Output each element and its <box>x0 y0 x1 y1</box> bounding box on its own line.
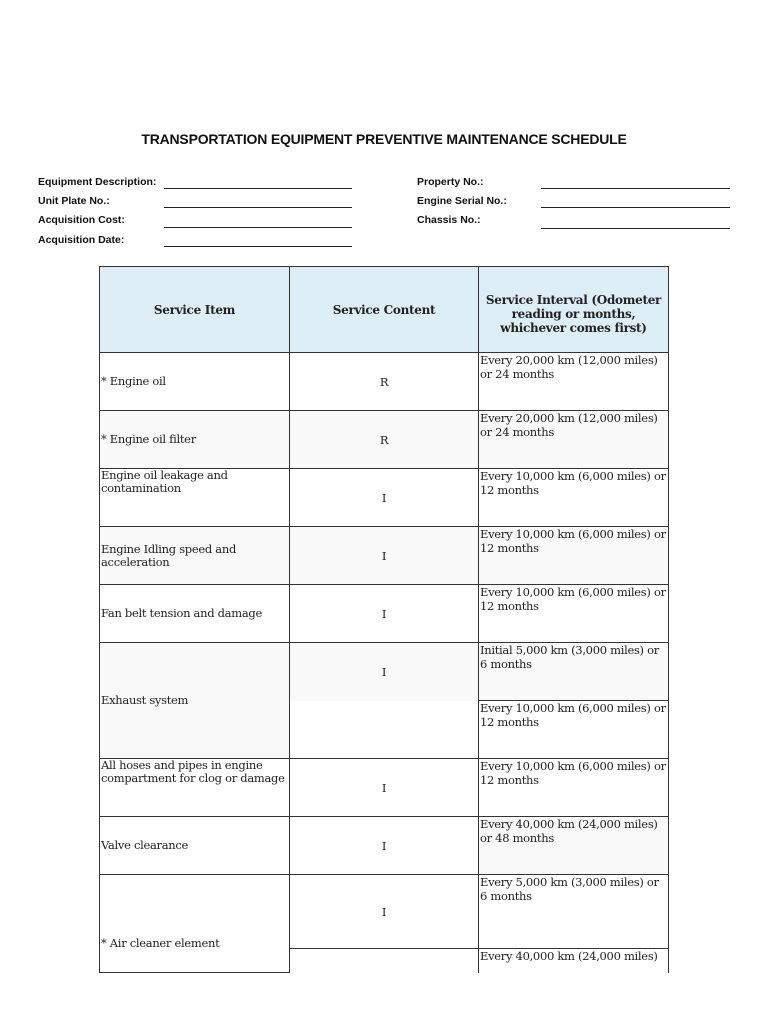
table-row <box>100 817 669 875</box>
maintenance-schedule-table <box>99 266 669 973</box>
service-item: * Air cleaner element <box>100 875 290 973</box>
service-interval: Every 10,000 km (6,000 miles) or 12 months <box>479 585 669 643</box>
service-item: Exhaust system <box>100 643 290 759</box>
acquisition-cost-label: Acquisition Cost: <box>38 214 125 226</box>
chassis-no-line[interactable] <box>541 228 730 229</box>
service-item: Engine oil leakage and contamination <box>100 469 290 527</box>
equipment-description-label: Equipment Description: <box>38 176 157 188</box>
service-content: I <box>290 817 479 875</box>
service-content-empty <box>290 949 479 973</box>
table-row <box>100 585 669 643</box>
service-item: All hoses and pipes in engine compartment for clog or damage <box>100 759 290 817</box>
acquisition-date-label: Acquisition Date: <box>38 234 125 246</box>
engine-serial-label: Engine Serial No.: <box>417 195 507 207</box>
page-title: TRANSPORTATION EQUIPMENT PREVENTIVE MAINTENANCE SCHEDULE <box>141 131 627 147</box>
service-interval: Every 40,000 km (24,000 miles) <box>479 949 669 973</box>
service-content: I <box>290 585 479 643</box>
table-row <box>100 875 669 949</box>
acquisition-cost-line[interactable] <box>164 227 352 228</box>
header-service-interval: Service Interval (Odometer reading or months, whichever comes first) <box>479 267 669 353</box>
table-row <box>100 759 669 817</box>
service-interval: Initial 5,000 km (3,000 miles) or 6 months <box>479 643 669 701</box>
service-interval: Every 10,000 km (6,000 miles) or 12 months <box>479 469 669 527</box>
service-interval: Every 40,000 km (24,000 miles) or 48 months <box>479 817 669 875</box>
service-interval: Every 10,000 km (6,000 miles) or 12 months <box>479 527 669 585</box>
service-content: I <box>290 875 479 949</box>
service-content: I <box>290 643 479 701</box>
property-no-line[interactable] <box>541 188 730 189</box>
acquisition-date-line[interactable] <box>164 246 352 247</box>
header-service-content: Service Content <box>290 267 479 353</box>
service-item: Engine Idling speed and acceleration <box>100 527 290 585</box>
engine-serial-line[interactable] <box>541 207 730 208</box>
service-item: * Engine oil <box>100 353 290 411</box>
table-row <box>100 643 669 701</box>
chassis-no-label: Chassis No.: <box>417 214 481 226</box>
service-content: I <box>290 759 479 817</box>
service-content-empty <box>290 701 479 759</box>
service-item: Valve clearance <box>100 817 290 875</box>
service-interval: Every 5,000 km (3,000 miles) or 6 months <box>479 875 669 949</box>
table-row <box>100 411 669 469</box>
unit-plate-line[interactable] <box>164 207 352 208</box>
table-row <box>100 353 669 411</box>
table-header-row <box>100 267 669 353</box>
service-item: * Engine oil filter <box>100 411 290 469</box>
table-row <box>100 469 669 527</box>
service-interval: Every 20,000 km (12,000 miles) or 24 months <box>479 411 669 469</box>
equipment-description-line[interactable] <box>164 188 352 189</box>
service-interval: Every 20,000 km (12,000 miles) or 24 months <box>479 353 669 411</box>
unit-plate-label: Unit Plate No.: <box>38 195 110 207</box>
service-interval: Every 10,000 km (6,000 miles) or 12 months <box>479 701 669 759</box>
service-content: R <box>290 353 479 411</box>
table-row <box>100 527 669 585</box>
service-content: I <box>290 527 479 585</box>
service-interval: Every 10,000 km (6,000 miles) or 12 months <box>479 759 669 817</box>
property-no-label: Property No.: <box>417 176 484 188</box>
service-item: Fan belt tension and damage <box>100 585 290 643</box>
header-service-item: Service Item <box>100 267 290 353</box>
service-content: R <box>290 411 479 469</box>
service-content: I <box>290 469 479 527</box>
